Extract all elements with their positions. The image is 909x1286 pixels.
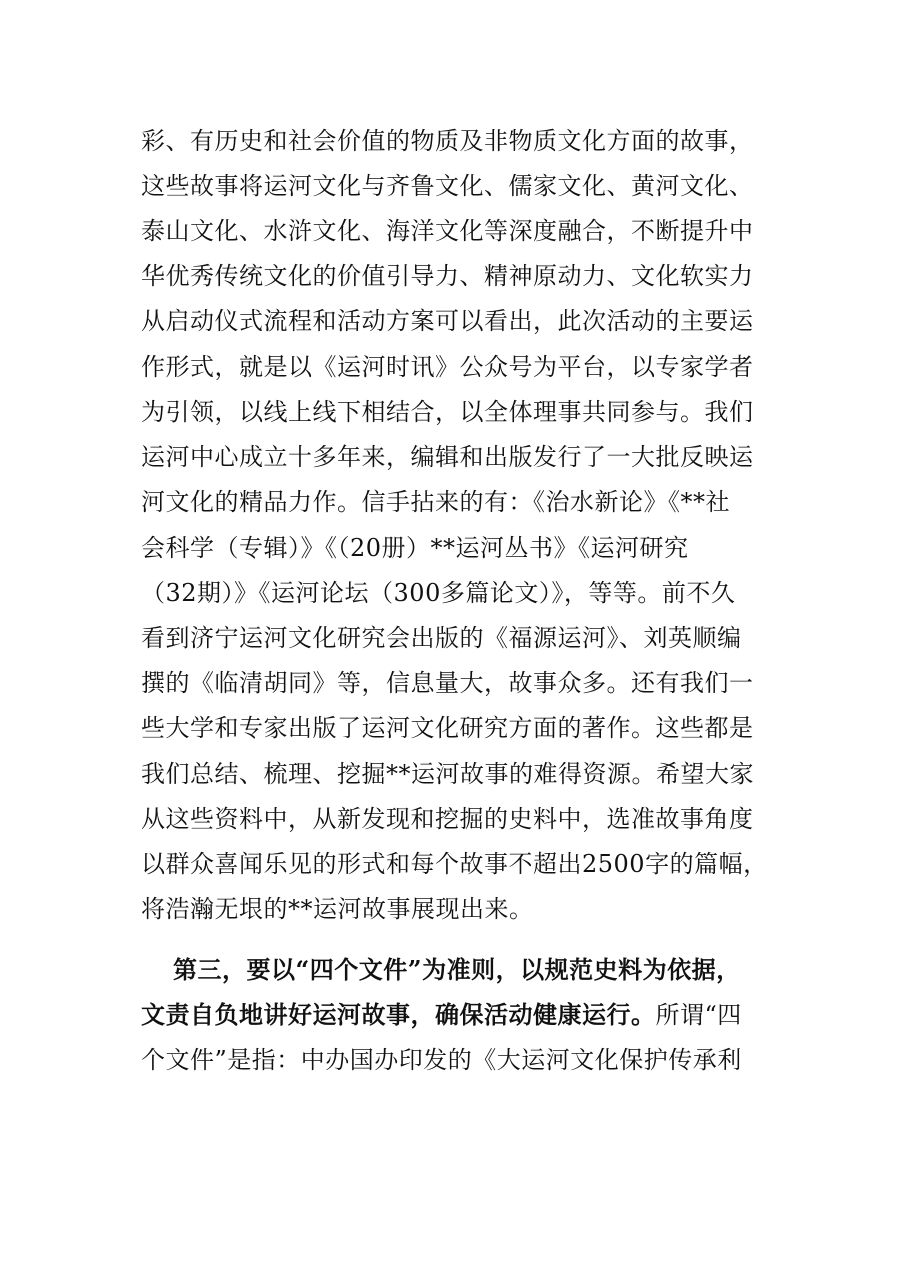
- body-line-9: 河文化的精品力作。信手拈来的有：《治水新论》《**社: [141, 488, 730, 516]
- body-line-18: 将浩瀚无垠的**运河故事展现出来。: [141, 895, 534, 923]
- body-line-8: 运河中心成立十多年来，编辑和出版发行了一大批反映运: [141, 443, 754, 471]
- body-line-12: 看到济宁运河文化研究会出版的《福源运河》、刘英顺编: [141, 624, 742, 652]
- body-line-1: 彩、有历史和社会价值的物质及非物质文化方面的故事，: [141, 127, 754, 155]
- section-heading-regular-part: 所谓“四: [655, 1001, 742, 1029]
- body-line-14: 些大学和专家出版了运河文化研究方面的著作。这些都是: [141, 714, 754, 742]
- body-line-4: 华优秀传统文化的价值引导力、精神原动力、文化软实力: [141, 262, 754, 290]
- section-body-line-3: 个文件”是指：中办国办印发的《大运河文化保护传承利: [141, 1046, 742, 1074]
- body-line-7: 为引领，以线上线下相结合，以全体理事共同参与。我们: [141, 398, 754, 426]
- section-heading-bold-part: 文责自负地讲好运河故事，确保活动健康运行。: [141, 1000, 656, 1029]
- body-line-2: 这些故事将运河文化与齐鲁文化、儒家文化、黄河文化、: [141, 172, 754, 200]
- body-line-17: 以群众喜闻乐见的形式和每个故事不超出2500字的篇幅，: [141, 850, 768, 878]
- body-line-3: 泰山文化、水浒文化、海洋文化等深度融合，不断提升中: [141, 217, 754, 245]
- body-line-10: 会科学（专辑）》《（20册）**运河丛书》《运河研究: [141, 534, 689, 562]
- body-line-6: 作形式，就是以《运河时讯》公众号为平台，以专家学者: [141, 353, 754, 381]
- body-line-5: 从启动仪式流程和活动方案可以看出，此次活动的主要运: [141, 307, 754, 335]
- section-heading-line-2: [141, 1000, 781, 1030]
- section-heading-line-1: 第三，要以“四个文件”为准则，以规范史料为依据，: [173, 955, 741, 984]
- body-line-16: 从这些资料中，从新发现和挖掘的史料中，选准故事角度: [141, 805, 754, 833]
- body-line-11: （32期）》《运河论坛（300多篇论文）》，等等。前不久: [141, 579, 736, 607]
- body-line-13: 撰的《临清胡同》等，信息量大，故事众多。还有我们一: [141, 669, 754, 697]
- body-line-15: 我们总结、梳理、挖掘**运河故事的难得资源。希望大家: [141, 760, 754, 788]
